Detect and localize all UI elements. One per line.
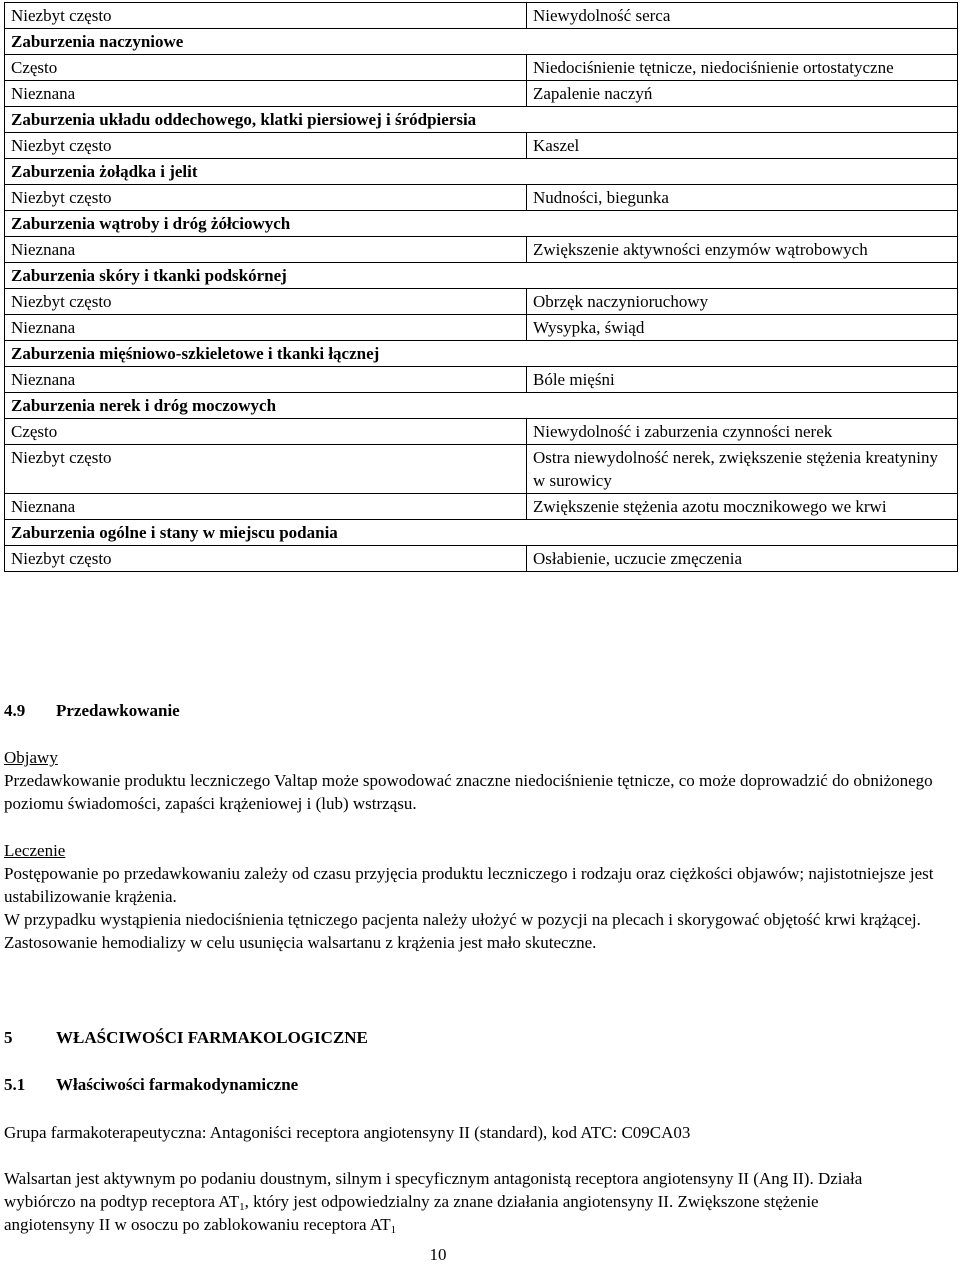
pharmacotherapeutic-group bbox=[4, 1121, 944, 1144]
section-title: WŁAŚCIWOŚCI FARMAKOLOGICZNE bbox=[56, 1028, 368, 1047]
adverse-effect-cell: Nudności, biegunka bbox=[527, 185, 958, 211]
walsartan-paragraph bbox=[4, 1167, 904, 1236]
table-row bbox=[5, 185, 958, 211]
adverse-effect-cell: Kaszel bbox=[527, 133, 958, 159]
table-row bbox=[5, 315, 958, 341]
frequency-cell: Nieznana bbox=[5, 81, 527, 107]
organ-class-row bbox=[5, 159, 958, 185]
objawy-label: Objawy bbox=[4, 748, 58, 767]
subscript: 1 bbox=[239, 1201, 245, 1213]
frequency-cell: Nieznana bbox=[5, 237, 527, 263]
table-row bbox=[5, 3, 958, 29]
adverse-reactions-table bbox=[4, 2, 958, 572]
table-row bbox=[5, 289, 958, 315]
frequency-cell: Nieznana bbox=[5, 367, 527, 393]
frequency-cell: Niezbyt często bbox=[5, 546, 527, 572]
frequency-cell: Niezbyt często bbox=[5, 445, 527, 494]
table-row bbox=[5, 445, 958, 494]
frequency-cell: Nieznana bbox=[5, 494, 527, 520]
table-row bbox=[5, 81, 958, 107]
organ-class-row bbox=[5, 263, 958, 289]
organ-class-row bbox=[5, 211, 958, 237]
table-row bbox=[5, 133, 958, 159]
organ-class-heading: Zaburzenia wątroby i dróg żółciowych bbox=[5, 211, 958, 237]
leczenie-paragraph-1: Postępowanie po przedawkowaniu zależy od czasu przyjęcia produktu leczniczego i rodzaju oraz ciężkości objawów; najistotniejsze jest ustabilizowanie krążenia. bbox=[4, 864, 934, 906]
adverse-effect-cell: Zwiększenie stężenia azotu mocznikowego we krwi bbox=[527, 494, 958, 520]
page-number: 10 bbox=[429, 1245, 447, 1264]
grupa-text: Grupa farmakoterapeutyczna: Antagoniści receptora angiotensyny II (standard), kod ATC: C09CA03 bbox=[4, 1123, 691, 1142]
organ-class-heading: Zaburzenia układu oddechowego, klatki piersiowej i śródpiersia bbox=[5, 107, 958, 133]
subscript: 1 bbox=[390, 1224, 397, 1236]
table-row bbox=[5, 55, 958, 81]
section-5-1-heading bbox=[4, 1073, 944, 1096]
objawy-text: Przedawkowanie produktu leczniczego Valtap może spowodować znaczne niedociśnienie tętnicze, co może doprowadzić do obniżonego poziomu świadomości, zapaści krążeniowej i (lub) wstrząsu. bbox=[4, 771, 933, 813]
organ-class-row bbox=[5, 393, 958, 419]
adverse-effect-cell: Wysypka, świąd bbox=[527, 315, 958, 341]
adverse-effect-cell: Zwiększenie aktywności enzymów wątrobowych bbox=[527, 237, 958, 263]
leczenie-paragraph-3: Zastosowanie hemodializy w celu usunięcia walsartanu z krążenia jest mało skuteczne. bbox=[4, 933, 597, 952]
organ-class-heading: Zaburzenia żołądka i jelit bbox=[5, 159, 958, 185]
frequency-cell: Niezbyt często bbox=[5, 185, 527, 211]
table-row bbox=[5, 546, 958, 572]
section-4-9-heading bbox=[4, 699, 944, 722]
organ-class-row bbox=[5, 107, 958, 133]
adverse-effect-cell: Niedociśnienie tętnicze, niedociśnienie ortostatyczne bbox=[527, 55, 958, 81]
adverse-effect-cell: Obrzęk naczynioruchowy bbox=[527, 289, 958, 315]
section-number: 5.1 bbox=[4, 1075, 26, 1094]
adverse-effect-cell: Bóle mięśni bbox=[527, 367, 958, 393]
adverse-effect-cell: Niewydolność serca bbox=[527, 3, 958, 29]
organ-class-row bbox=[5, 29, 958, 55]
frequency-cell: Niezbyt często bbox=[5, 133, 527, 159]
adverse-effect-cell: Osłabienie, uczucie zmęczenia bbox=[527, 546, 958, 572]
section-number: 4.9 bbox=[4, 701, 26, 720]
table-row bbox=[5, 237, 958, 263]
frequency-cell: Często bbox=[5, 419, 527, 445]
section-5-heading bbox=[4, 1026, 944, 1049]
organ-class-row bbox=[5, 520, 958, 546]
table-row bbox=[5, 419, 958, 445]
organ-class-heading: Zaburzenia skóry i tkanki podskórnej bbox=[5, 263, 958, 289]
adverse-effect-cell: Ostra niewydolność nerek, zwiększenie stężenia kreatyniny w surowicy bbox=[527, 445, 958, 494]
frequency-cell: Często bbox=[5, 55, 527, 81]
frequency-cell: Niezbyt często bbox=[5, 289, 527, 315]
walsartan-text-b: , który jest odpowiedzialny za znane działania angiotensyny II. Zwiększone stężenie angiotensyny II w osoczu po zablokowaniu receptora AT bbox=[4, 1192, 819, 1234]
table-row bbox=[5, 367, 958, 393]
leczenie-block bbox=[4, 839, 944, 954]
organ-class-heading: Zaburzenia mięśniowo-szkieletowe i tkanki łącznej bbox=[5, 341, 958, 367]
walsartan-text-a: Walsartan jest aktywnym po podaniu doustnym, silnym i specyficznym antagonistą receptora angiotensyny II (Ang II). Działa wybiórczo na podtyp receptora AT bbox=[4, 1169, 863, 1211]
leczenie-paragraph-2: W przypadku wystąpienia niedociśnienia tętniczego pacjenta należy ułożyć w pozycji na plecach i skorygować objętość krwi krążącej. bbox=[4, 910, 921, 929]
section-number: 5 bbox=[4, 1028, 13, 1047]
organ-class-heading: Zaburzenia nerek i dróg moczowych bbox=[5, 393, 958, 419]
organ-class-row bbox=[5, 341, 958, 367]
section-title: Właściwości farmakodynamiczne bbox=[56, 1075, 299, 1094]
table-row bbox=[5, 494, 958, 520]
section-title: Przedawkowanie bbox=[56, 701, 180, 720]
objawy-block bbox=[4, 746, 944, 815]
leczenie-label: Leczenie bbox=[4, 841, 66, 860]
frequency-cell: Niezbyt często bbox=[5, 3, 527, 29]
organ-class-heading: Zaburzenia naczyniowe bbox=[5, 29, 958, 55]
adverse-effect-cell: Zapalenie naczyń bbox=[527, 81, 958, 107]
adverse-effect-cell: Niewydolność i zaburzenia czynności nerek bbox=[527, 419, 958, 445]
frequency-cell: Nieznana bbox=[5, 315, 527, 341]
organ-class-heading: Zaburzenia ogólne i stany w miejscu podania bbox=[5, 520, 958, 546]
